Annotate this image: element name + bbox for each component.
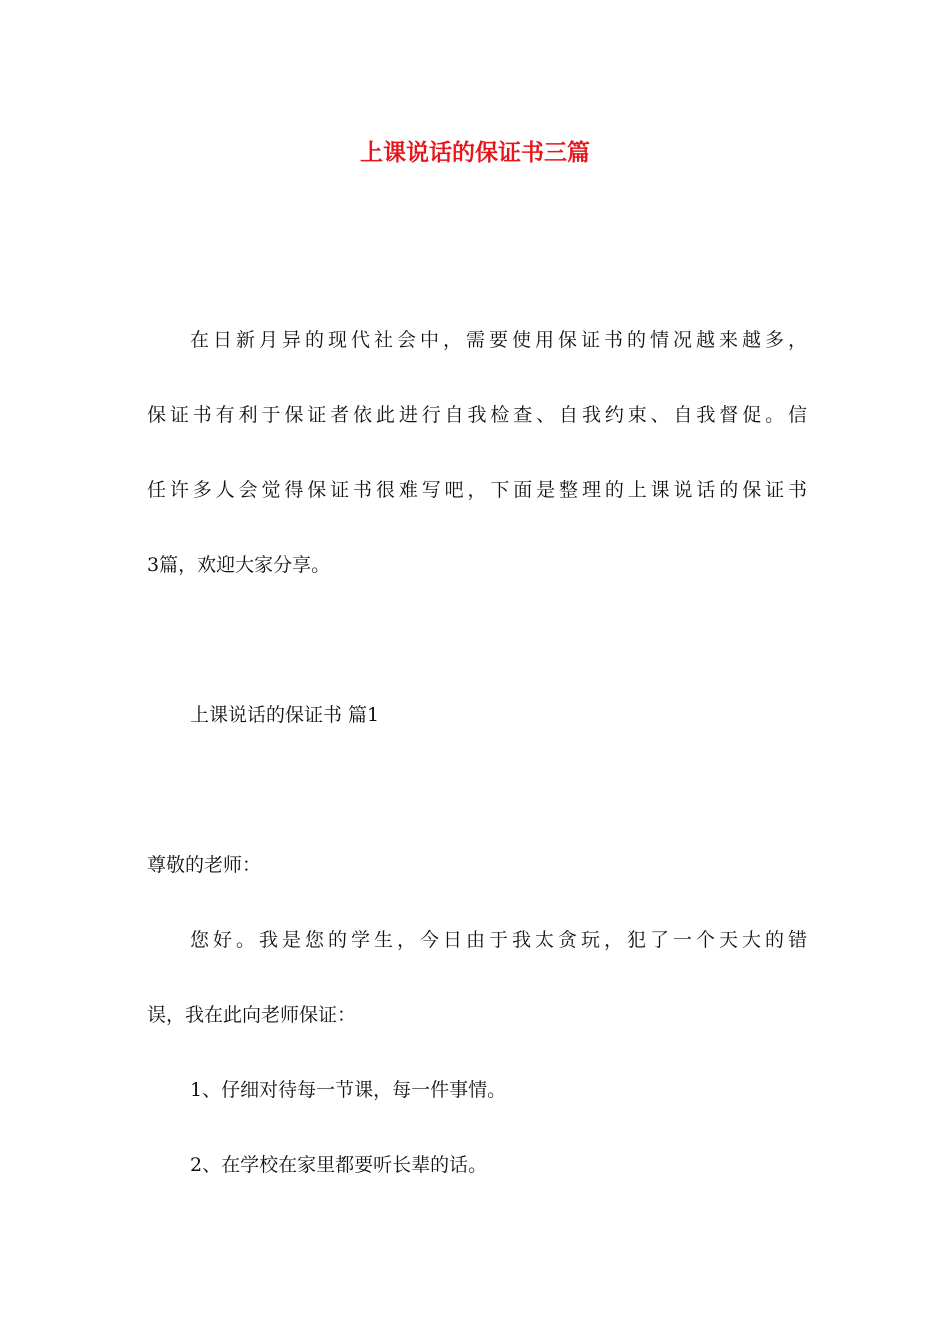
document-title: 上课说话的保证书三篇 xyxy=(360,140,590,166)
intro-line-2: 保证书有利于保证者依此进行自我检查、自我约束、自我督促。信 xyxy=(147,404,807,426)
list-item-1: 1、仔细对待每一节课，每一件事情。 xyxy=(190,1079,507,1101)
section-heading: 上课说话的保证书 篇1 xyxy=(190,704,380,726)
list-item-2: 2、在学校在家里都要听长辈的话。 xyxy=(190,1154,488,1176)
salutation: 尊敬的老师： xyxy=(147,854,262,876)
paragraph-line-1: 您好。我是您的学生，今日由于我太贪玩，犯了一个天大的错 xyxy=(190,929,807,951)
intro-line-4: 3篇，欢迎大家分享。 xyxy=(147,554,331,576)
intro-line-3: 任许多人会觉得保证书很难写吧，下面是整理的上课说话的保证书 xyxy=(147,479,807,501)
intro-line-1: 在日新月异的现代社会中，需要使用保证书的情况越来越多， xyxy=(190,329,807,351)
paragraph-line-2: 误，我在此向老师保证： xyxy=(147,1004,357,1026)
